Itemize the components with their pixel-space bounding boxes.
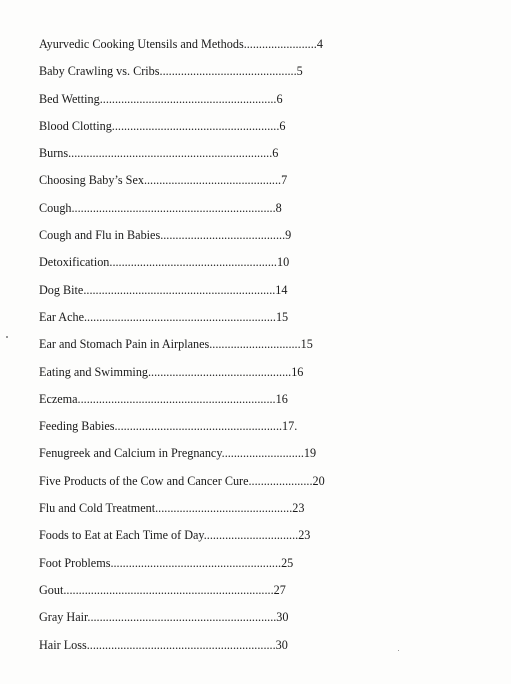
toc-entry-text: Dog Bite...............................................................14 — [39, 282, 288, 297]
toc-entry — [39, 254, 346, 281]
scan-speck — [6, 336, 8, 338]
toc-entry — [39, 36, 346, 63]
toc-entry — [39, 309, 346, 336]
toc-entry — [39, 145, 346, 172]
toc-entry-text: Eczema.................................................................16 — [39, 391, 288, 406]
toc-entry — [39, 364, 346, 391]
toc-entry — [39, 637, 346, 664]
toc-entry-text: Foot Problems........................................................25 — [39, 555, 294, 570]
table-of-contents — [39, 36, 346, 664]
toc-entry-text: Foods to Eat at Each Time of Day...............................23 — [39, 528, 311, 543]
toc-entry — [39, 609, 346, 636]
toc-entry — [39, 227, 346, 254]
toc-entry-text: Fenugreek and Calcium in Pregnancy...........................19 — [39, 446, 317, 461]
toc-entry-text: Bed Wetting..........................................................6 — [39, 91, 283, 106]
toc-entry — [39, 91, 346, 118]
toc-entry — [39, 582, 346, 609]
toc-entry — [39, 555, 346, 582]
toc-entry-text: Gout.....................................................................27 — [39, 582, 286, 597]
toc-entry — [39, 336, 346, 363]
toc-entry — [39, 473, 346, 500]
toc-entry-text: Cough and Flu in Babies.........................................9 — [39, 228, 292, 243]
toc-entry — [39, 118, 346, 145]
toc-entry-text: Burns...................................................................6 — [39, 146, 279, 161]
toc-entry — [39, 391, 346, 418]
toc-entry-text: Ear Ache...............................................................15 — [39, 309, 289, 324]
toc-entry — [39, 445, 346, 472]
toc-entry — [39, 282, 346, 309]
toc-entry — [39, 418, 346, 445]
toc-entry-text: Ayurvedic Cooking Utensils and Methods........................4 — [39, 37, 323, 51]
toc-entry-text: Gray Hair..............................................................30 — [39, 610, 289, 625]
toc-entry — [39, 172, 346, 199]
toc-entry — [39, 527, 346, 554]
scan-speck — [398, 650, 399, 651]
toc-entry — [39, 200, 346, 227]
toc-entry-text: Blood Clotting.......................................................6 — [39, 118, 286, 133]
toc-entry-text: Baby Crawling vs. Cribs.............................................5 — [39, 64, 303, 79]
toc-entry-text: Five Products of the Cow and Cancer Cure.....................20 — [39, 473, 325, 488]
toc-entry-text: Ear and Stomach Pain in Airplanes..............................15 — [39, 337, 313, 352]
toc-entry-text: Hair Loss..............................................................30 — [39, 637, 288, 652]
toc-entry — [39, 500, 346, 527]
toc-entry-text: Eating and Swimming...............................................16 — [39, 364, 304, 379]
toc-entry-text: Feeding Babies.......................................................17. — [39, 419, 298, 434]
toc-entry — [39, 63, 346, 90]
toc-entry-text: Cough...................................................................8 — [39, 200, 282, 215]
toc-entry-text: Choosing Baby’s Sex.............................................7 — [39, 173, 288, 188]
toc-entry-text: Flu and Cold Treatment.............................................23 — [39, 501, 305, 516]
toc-entry-text: Detoxification.......................................................10 — [39, 255, 290, 270]
